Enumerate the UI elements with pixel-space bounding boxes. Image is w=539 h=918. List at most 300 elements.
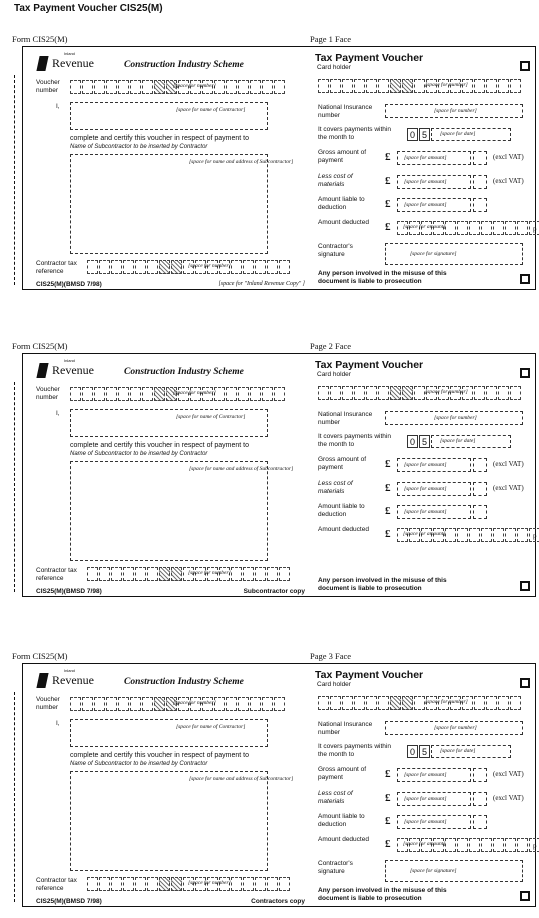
voucher-page [12,341,537,595]
digit-cell[interactable] [106,387,117,401]
digit-cell[interactable] [70,80,81,94]
digit-cell[interactable] [142,697,153,711]
deducted-label: Amount deducted [318,219,369,226]
digit-cell[interactable] [474,696,485,710]
pound-sign: £ [385,505,391,517]
placeholder-text: [space for amount] [404,202,447,208]
placeholder-text: [space for date] [440,748,476,754]
digit-cell[interactable] [135,877,146,891]
card-holder-label: Card holder [317,371,351,378]
revenue-logo-text: Revenue [52,363,94,377]
digit-cell[interactable] [493,528,504,542]
digit-cell[interactable] [402,696,413,710]
digit-cell[interactable] [354,79,365,93]
digit-cell[interactable] [474,79,485,93]
subcontractor-note: Name of Subcontractor to be inserted by Contractor [70,144,208,150]
digit-cell[interactable] [279,567,290,581]
digit-cell[interactable] [457,838,468,852]
digit-cell[interactable] [505,528,516,542]
digit-cell[interactable] [498,79,509,93]
gross-amount-label: Gross amount of payment [318,456,367,471]
placeholder-text: [space for amount] [404,772,447,778]
voucher-page [12,651,537,905]
placeholder-text: [space for amount] [404,486,447,492]
form-label: Form CIS25(M) [12,341,68,351]
placeholder-text: [space for amount] [404,819,447,825]
i-label: I, [56,720,60,727]
digit-cell[interactable] [171,567,182,581]
digit-cell[interactable] [414,79,425,93]
digit-cell[interactable] [99,877,110,891]
digit-cell[interactable] [243,260,254,274]
card-holder-grid[interactable] [318,696,522,710]
placeholder-text: [space for amount] [404,462,447,468]
digit-cell[interactable] [481,528,492,542]
amount-field[interactable] [397,458,471,472]
amount-field[interactable] [397,768,471,782]
pence-p-label: p [533,842,537,850]
placeholder-text: [space for signature] [410,868,457,874]
card-holder-label: Card holder [317,681,351,688]
digit-cell[interactable] [130,80,141,94]
voucher-title: Tax Payment Voucher [315,359,424,371]
card-holder-grid[interactable] [318,386,522,400]
form-code: CIS25(M)(BMSD 7/98) [36,588,102,595]
digit-cell[interactable] [354,696,365,710]
corner-square-icon [520,274,530,284]
copy-label: Contractors copy [251,898,305,905]
digit-cell[interactable] [366,386,377,400]
corner-square-icon [520,368,530,378]
excl-vat-label: (excl VAT) [493,153,524,161]
digit-cell[interactable] [318,386,329,400]
placeholder-text: [space for amount] [404,509,447,515]
digit-cell[interactable] [378,696,389,710]
placeholder-text: [space for name of Contractor] [176,724,246,730]
form-label: Form CIS25(M) [12,651,68,661]
digit-cell[interactable] [469,528,480,542]
scheme-title: Construction Industry Scheme [124,367,244,377]
digit-cell[interactable] [402,79,413,93]
digit-cell[interactable] [474,386,485,400]
voucher-title: Tax Payment Voucher [315,52,424,64]
digit-cell[interactable] [154,80,165,94]
copy-label: Subcontractor copy [243,588,305,595]
card-holder-label: Card holder [317,64,351,71]
digit-cell[interactable] [262,697,273,711]
digit-cell[interactable] [517,221,528,235]
digit-cell[interactable] [505,838,516,852]
signature-field[interactable] [385,243,523,265]
deducted-label: Amount deducted [318,836,369,843]
pence-field[interactable] [473,198,487,212]
digit-cell[interactable] [342,79,353,93]
gross-amount-label: Gross amount of payment [318,149,367,164]
digit-cell[interactable] [505,221,516,235]
digit-cell[interactable] [87,567,98,581]
pence-field[interactable] [473,175,487,189]
revenue-logo-icon [36,673,48,688]
covers-label: It covers payments within the month to [318,126,391,141]
less-materials-label: Less cost of materials [318,790,353,805]
digit-cell[interactable] [390,79,401,93]
contractor-name-field[interactable] [70,719,268,747]
placeholder-text: [space for number] [425,82,468,88]
digit-cell[interactable] [342,696,353,710]
digit-cell[interactable] [243,877,254,891]
digit-cell[interactable] [493,838,504,852]
digit-cell[interactable] [111,877,122,891]
digit-cell[interactable] [510,696,521,710]
digit-cell[interactable] [159,260,170,274]
digit-cell[interactable] [445,528,456,542]
digit-cell[interactable] [330,79,341,93]
voucher-page [12,34,537,288]
digit-cell[interactable] [274,697,285,711]
digit-cell[interactable] [111,260,122,274]
digit-cell[interactable] [267,260,278,274]
digit-cell[interactable] [390,696,401,710]
placeholder-text: [space for number] [188,880,231,886]
digit-cell[interactable] [390,386,401,400]
placeholder-text: [space for number] [173,83,216,89]
digit-cell[interactable] [250,697,261,711]
digit-cell[interactable] [231,877,242,891]
corner-square-icon [520,581,530,591]
digit-cell[interactable] [118,80,129,94]
digit-cell[interactable] [262,387,273,401]
digit-cell[interactable] [70,387,81,401]
digit-cell[interactable] [366,79,377,93]
revenue-logo-icon [36,56,48,71]
digit-cell[interactable] [243,567,254,581]
pound-sign: £ [385,528,391,540]
digit-cell[interactable] [118,387,129,401]
digit-cell[interactable] [99,260,110,274]
digit-cell[interactable] [147,567,158,581]
digit-cell[interactable] [366,696,377,710]
excl-vat-label: (excl VAT) [493,460,524,468]
digit-cell[interactable] [94,697,105,711]
digit-cell[interactable] [255,877,266,891]
placeholder-text: [space for number] [188,263,231,269]
card-holder-grid[interactable] [318,79,522,93]
subcontractor-field[interactable] [70,154,294,254]
month-digit[interactable]: 0 [407,128,418,141]
voucher-number-label: Voucher number [36,79,60,94]
digit-cell[interactable] [267,567,278,581]
digit-cell[interactable] [486,386,497,400]
digit-cell[interactable] [250,387,261,401]
voucher-number-label: Voucher number [36,386,60,401]
digit-cell[interactable] [87,877,98,891]
digit-cell[interactable] [342,386,353,400]
pound-sign: £ [385,198,391,210]
voucher-form [22,46,536,290]
certify-text: complete and certify this voucher in respect of payment to [70,752,249,759]
digit-cell[interactable] [159,877,170,891]
digit-cell[interactable] [135,260,146,274]
pence-p-label: p [533,532,537,540]
digit-cell[interactable] [231,567,242,581]
deducted-label: Amount deducted [318,526,369,533]
pound-sign: £ [385,815,391,827]
corner-square-icon [520,891,530,901]
misuse-warning: Any person involved in the misuse of this document is liable to prosecution [318,270,447,285]
pence-field[interactable] [473,151,487,165]
placeholder-text: [space for date] [440,131,476,137]
amount-field[interactable] [397,482,471,496]
digit-cell[interactable] [469,221,480,235]
misuse-warning: Any person involved in the misuse of this document is liable to prosecution [318,887,447,902]
ni-number-field[interactable] [385,721,523,735]
digit-cell[interactable] [445,838,456,852]
amount-liable-label: Amount liable to deduction [318,196,365,211]
digit-cell[interactable] [142,387,153,401]
contractor-name-field[interactable] [70,102,268,130]
page-label: Page 1 Face [310,34,352,44]
ni-label: National Insurance number [318,411,373,426]
scheme-title: Construction Industry Scheme [124,677,244,687]
digit-cell[interactable] [82,387,93,401]
digit-cell[interactable] [267,877,278,891]
month-digit[interactable]: 5 [419,745,430,758]
digit-cell[interactable] [250,80,261,94]
digit-cell[interactable] [279,877,290,891]
digit-cell[interactable] [402,386,413,400]
digit-cell[interactable] [469,838,480,852]
pence-field[interactable] [473,482,487,496]
placeholder-text: [space for name and address of Subcontractor] [189,466,294,472]
amount-field[interactable] [397,175,471,189]
digit-cell[interactable] [445,221,456,235]
date-field[interactable] [431,745,511,758]
contractor-name-field[interactable] [70,409,268,437]
month-digit[interactable]: 0 [407,435,418,448]
amount-field[interactable] [397,792,471,806]
digit-cell[interactable] [147,877,158,891]
month-digit[interactable]: 5 [419,128,430,141]
digit-cell[interactable] [318,696,329,710]
pence-field[interactable] [473,505,487,519]
voucher-title: Tax Payment Voucher [315,669,424,681]
digit-cell[interactable] [510,79,521,93]
pound-sign: £ [385,482,391,494]
digit-cell[interactable] [130,387,141,401]
placeholder-text: [space for amount] [403,531,446,537]
voucher-form [22,353,536,597]
placeholder-text: [space for number] [434,108,477,114]
scheme-title: Construction Industry Scheme [124,60,244,70]
signature-field[interactable] [385,860,523,882]
digit-cell[interactable] [142,80,153,94]
month-digit[interactable]: 5 [419,435,430,448]
digit-cell[interactable] [255,260,266,274]
digit-cell[interactable] [414,696,425,710]
digit-cell[interactable] [111,567,122,581]
digit-cell[interactable] [99,567,110,581]
pound-sign: £ [385,458,391,470]
pence-field[interactable] [473,768,487,782]
digit-cell[interactable] [226,387,237,401]
contractor-tax-label: Contractor tax reference [36,877,77,892]
excl-vat-label: (excl VAT) [493,177,524,185]
digit-cell[interactable] [118,697,129,711]
digit-cell[interactable] [457,221,468,235]
placeholder-text: [space for number] [434,415,477,421]
digit-cell[interactable] [486,696,497,710]
placeholder-text: [space for amount] [404,796,447,802]
pence-field[interactable] [473,792,487,806]
digit-cell[interactable] [171,877,182,891]
digit-cell[interactable] [510,386,521,400]
digit-cell[interactable] [255,567,266,581]
pence-field[interactable] [473,458,487,472]
digit-cell[interactable] [274,387,285,401]
digit-cell[interactable] [94,80,105,94]
digit-cell[interactable] [493,221,504,235]
digit-cell[interactable] [318,79,329,93]
date-field[interactable] [431,435,511,448]
digit-cell[interactable] [154,387,165,401]
corner-square-icon [520,678,530,688]
digit-cell[interactable] [354,386,365,400]
placeholder-text: [space for number] [425,389,468,395]
certify-text: complete and certify this voucher in respect of payment to [70,442,249,449]
signature-label: Contractor's signature [318,860,353,875]
pound-sign: £ [385,792,391,804]
digit-cell[interactable] [123,260,134,274]
subcontractor-note: Name of Subcontractor to be inserted by Contractor [70,451,208,457]
pound-sign: £ [385,175,391,187]
digit-cell[interactable] [87,260,98,274]
digit-cell[interactable] [94,387,105,401]
digit-cell[interactable] [159,567,170,581]
amount-field[interactable] [397,151,471,165]
date-field[interactable] [431,128,511,141]
revenue-logo-text: Revenue [52,56,94,70]
digit-cell[interactable] [106,80,117,94]
amount-field[interactable] [397,815,471,829]
subcontractor-field[interactable] [70,461,294,561]
placeholder-text: [space for name of Contractor] [176,414,246,420]
digit-cell[interactable] [517,528,528,542]
digit-cell[interactable] [238,387,249,401]
placeholder-text: [space for signature] [410,251,457,257]
less-materials-label: Less cost of materials [318,173,353,188]
revenue-logo-top: Inland [64,51,75,56]
digit-cell[interactable] [82,697,93,711]
digit-cell[interactable] [106,697,117,711]
contractor-tax-label: Contractor tax reference [36,567,77,582]
digit-cell[interactable] [147,260,158,274]
digit-cell[interactable] [274,80,285,94]
placeholder-text: [space for number] [434,725,477,731]
placeholder-text: [space for amount] [403,841,446,847]
pence-field[interactable] [473,815,487,829]
digit-cell[interactable] [262,80,273,94]
revenue-logo-top: Inland [64,358,75,363]
placeholder-text: [space for number] [425,699,468,705]
form-code: CIS25(M)(BMSD 7/98) [36,281,102,288]
signature-label: Contractor's signature [318,243,353,258]
digit-cell[interactable] [154,697,165,711]
amount-liable-label: Amount liable to deduction [318,813,365,828]
voucher-form [22,663,536,907]
digit-cell[interactable] [226,80,237,94]
digit-cell[interactable] [82,80,93,94]
revenue-logo-text: Revenue [52,673,94,687]
copy-label: [space for "Inland Revenue Copy" ] [218,281,305,287]
month-digit[interactable]: 0 [407,745,418,758]
covers-label: It covers payments within the month to [318,433,391,448]
digit-cell[interactable] [231,260,242,274]
digit-cell[interactable] [135,567,146,581]
digit-cell[interactable] [330,386,341,400]
digit-cell[interactable] [70,697,81,711]
digit-cell[interactable] [378,386,389,400]
placeholder-text: [space for date] [440,438,476,444]
form-label: Form CIS25(M) [12,34,68,44]
gross-amount-label: Gross amount of payment [318,766,367,781]
ni-number-field[interactable] [385,104,523,118]
digit-cell[interactable] [123,567,134,581]
digit-cell[interactable] [123,877,134,891]
digit-cell[interactable] [279,260,290,274]
digit-cell[interactable] [498,386,509,400]
placeholder-text: [space for number] [173,700,216,706]
excl-vat-label: (excl VAT) [493,484,524,492]
digit-cell[interactable] [378,79,389,93]
ni-label: National Insurance number [318,721,373,736]
ni-number-field[interactable] [385,411,523,425]
pound-sign: £ [385,838,391,850]
subcontractor-field[interactable] [70,771,294,871]
digit-cell[interactable] [457,528,468,542]
corner-square-icon [520,61,530,71]
digit-cell[interactable] [226,697,237,711]
amount-field[interactable] [397,198,471,212]
pound-sign: £ [385,768,391,780]
digit-cell[interactable] [481,838,492,852]
form-code: CIS25(M)(BMSD 7/98) [36,898,102,905]
i-label: I, [56,103,60,110]
placeholder-text: [space for name and address of Subcontractor] [189,776,294,782]
digit-cell[interactable] [238,80,249,94]
placeholder-text: [space for name and address of Subcontractor] [189,159,294,165]
placeholder-text: [space for amount] [403,224,446,230]
amount-field[interactable] [397,505,471,519]
subcontractor-note: Name of Subcontractor to be inserted by Contractor [70,761,208,767]
placeholder-text: [space for amount] [404,179,447,185]
digit-cell[interactable] [130,697,141,711]
digit-cell[interactable] [414,386,425,400]
digit-cell[interactable] [498,696,509,710]
digit-cell[interactable] [517,838,528,852]
revenue-logo-top: Inland [64,668,75,673]
certify-text: complete and certify this voucher in respect of payment to [70,135,249,142]
digit-cell[interactable] [238,697,249,711]
covers-label: It covers payments within the month to [318,743,391,758]
less-materials-label: Less cost of materials [318,480,353,495]
digit-cell[interactable] [330,696,341,710]
pence-p-label: p [533,225,537,233]
digit-cell[interactable] [486,79,497,93]
digit-cell[interactable] [171,260,182,274]
digit-cell[interactable] [481,221,492,235]
pound-sign: £ [385,151,391,163]
amount-liable-label: Amount liable to deduction [318,503,365,518]
